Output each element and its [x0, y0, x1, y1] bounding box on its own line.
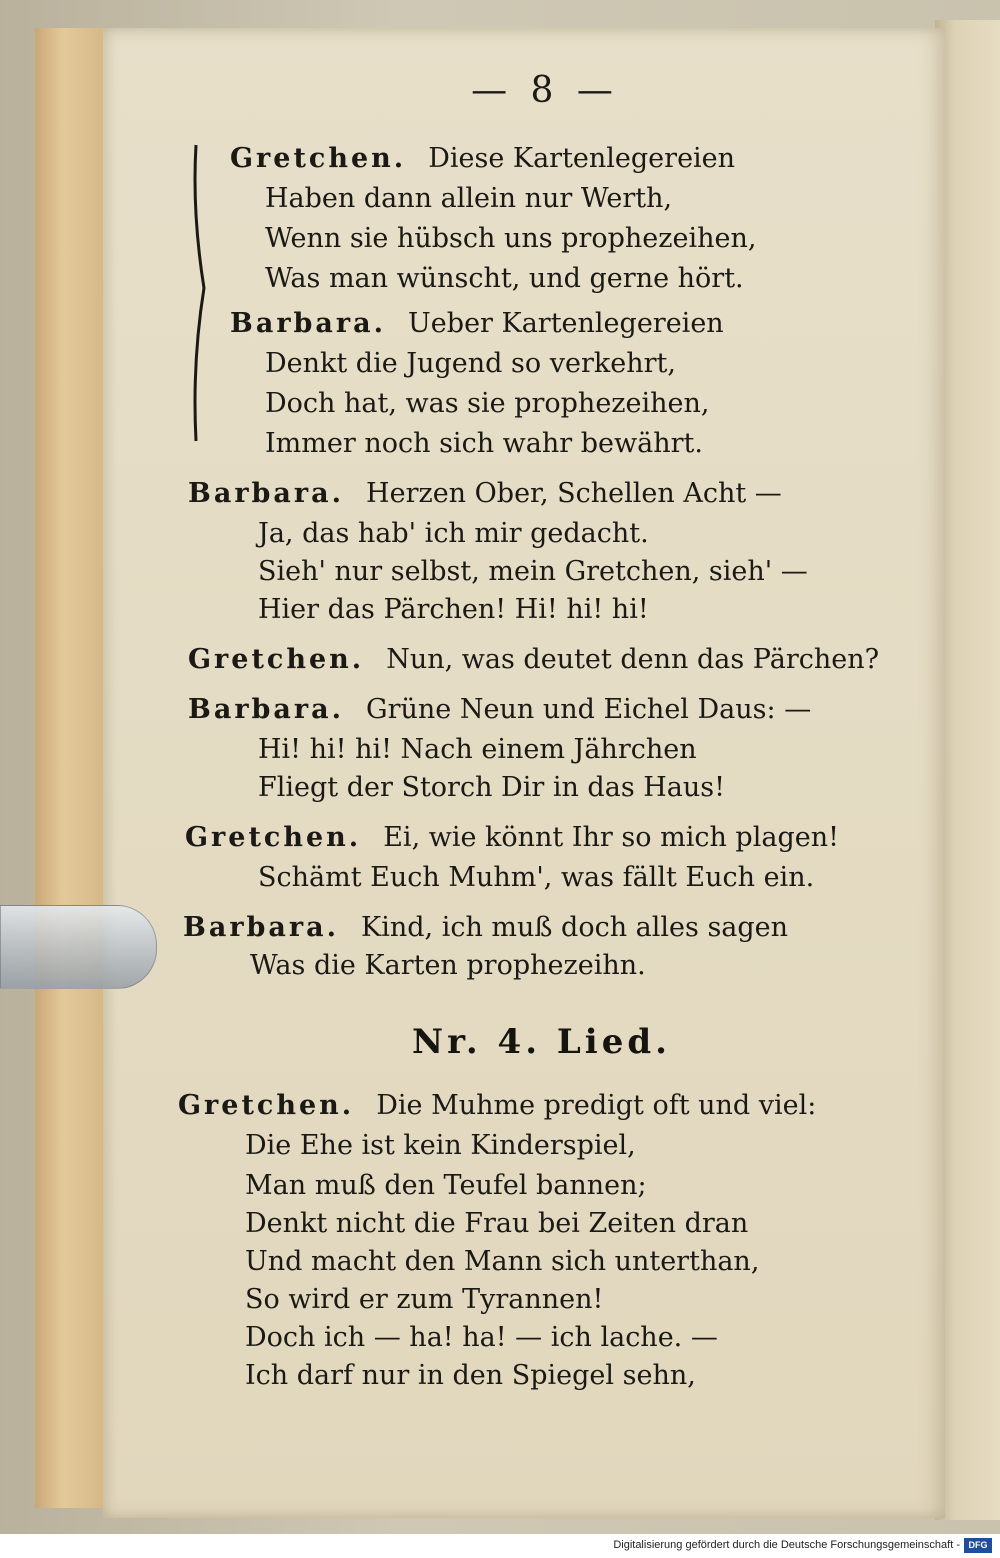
- verse-line: Was man wünscht, und gerne hört.: [265, 263, 744, 294]
- verse-line: Und macht den Mann sich unterthan,: [245, 1246, 760, 1277]
- speaker-name: Gretchen.: [230, 143, 407, 174]
- song-heading: Nr. 4. Lied.: [412, 1022, 671, 1062]
- verse-line: Hi! hi! hi! Nach einem Jährchen: [258, 734, 697, 765]
- speaker-name: Gretchen.: [188, 644, 365, 675]
- speaker-name: Barbara.: [230, 308, 387, 339]
- speaker-name: Barbara.: [183, 912, 340, 943]
- verse-line: Sieh' nur selbst, mein Gretchen, sieh' —: [258, 556, 808, 587]
- verse-line: Nun, was deutet denn das Pärchen?: [386, 644, 880, 675]
- verse-line: Doch hat, was sie prophezeihen,: [265, 388, 710, 419]
- verse-line: Die Muhme predigt oft und viel:: [376, 1090, 817, 1121]
- verse-line: Immer noch sich wahr bewährt.: [265, 428, 703, 459]
- verse-line: Was die Karten prophezeihn.: [250, 950, 646, 981]
- page-number: — 8 —: [471, 70, 619, 111]
- dfg-logo-icon: DFG: [964, 1538, 992, 1553]
- verse-line: Die Ehe ist kein Kinderspiel,: [245, 1130, 636, 1161]
- verse-line: Denkt nicht die Frau bei Zeiten dran: [245, 1208, 749, 1239]
- verse-line: So wird er zum Tyrannen!: [245, 1284, 604, 1315]
- footer-credit: Digitalisierung gefördert durch die Deutsche Forschungsgemeinschaft -: [613, 1539, 960, 1551]
- verse-line: Schämt Euch Muhm', was fällt Euch ein.: [258, 862, 815, 893]
- verse-line: Man muß den Teufel bannen;: [245, 1170, 647, 1201]
- verse-line: Diese Kartenlegereien: [428, 143, 736, 174]
- speaker-name: Gretchen.: [178, 1090, 355, 1121]
- speaker-name: Barbara.: [188, 478, 345, 509]
- book-cover-edge: [35, 28, 106, 1508]
- speaker-name: Gretchen.: [185, 822, 362, 853]
- verse-line: Herzen Ober, Schellen Acht —: [366, 478, 782, 509]
- page-clip: [0, 905, 157, 989]
- speaker-name: Barbara.: [188, 694, 345, 725]
- verse-line: Grüne Neun und Eichel Daus: —: [366, 694, 812, 725]
- verse-line: Kind, ich muß doch alles sagen: [361, 912, 789, 943]
- verse-line: Ja, das hab' ich mir gedacht.: [258, 518, 649, 549]
- verse-line: Ich darf nur in den Spiegel sehn,: [245, 1360, 696, 1391]
- verse-line: Ueber Kartenlegereien: [408, 308, 724, 339]
- footer-bar: [0, 1534, 1000, 1558]
- verse-line: Denkt die Jugend so verkehrt,: [265, 348, 676, 379]
- duet-bracket: [190, 143, 212, 443]
- verse-line: Doch ich — ha! ha! — ich lache. —: [245, 1322, 718, 1353]
- verse-line: Wenn sie hübsch uns prophezeihen,: [265, 223, 757, 254]
- verse-line: Fliegt der Storch Dir in das Haus!: [258, 772, 725, 803]
- verse-line: Haben dann allein nur Werth,: [265, 183, 673, 214]
- verse-line: Ei, wie könnt Ihr so mich plagen!: [383, 822, 839, 853]
- verse-line: Hier das Pärchen! Hi! hi! hi!: [258, 594, 649, 625]
